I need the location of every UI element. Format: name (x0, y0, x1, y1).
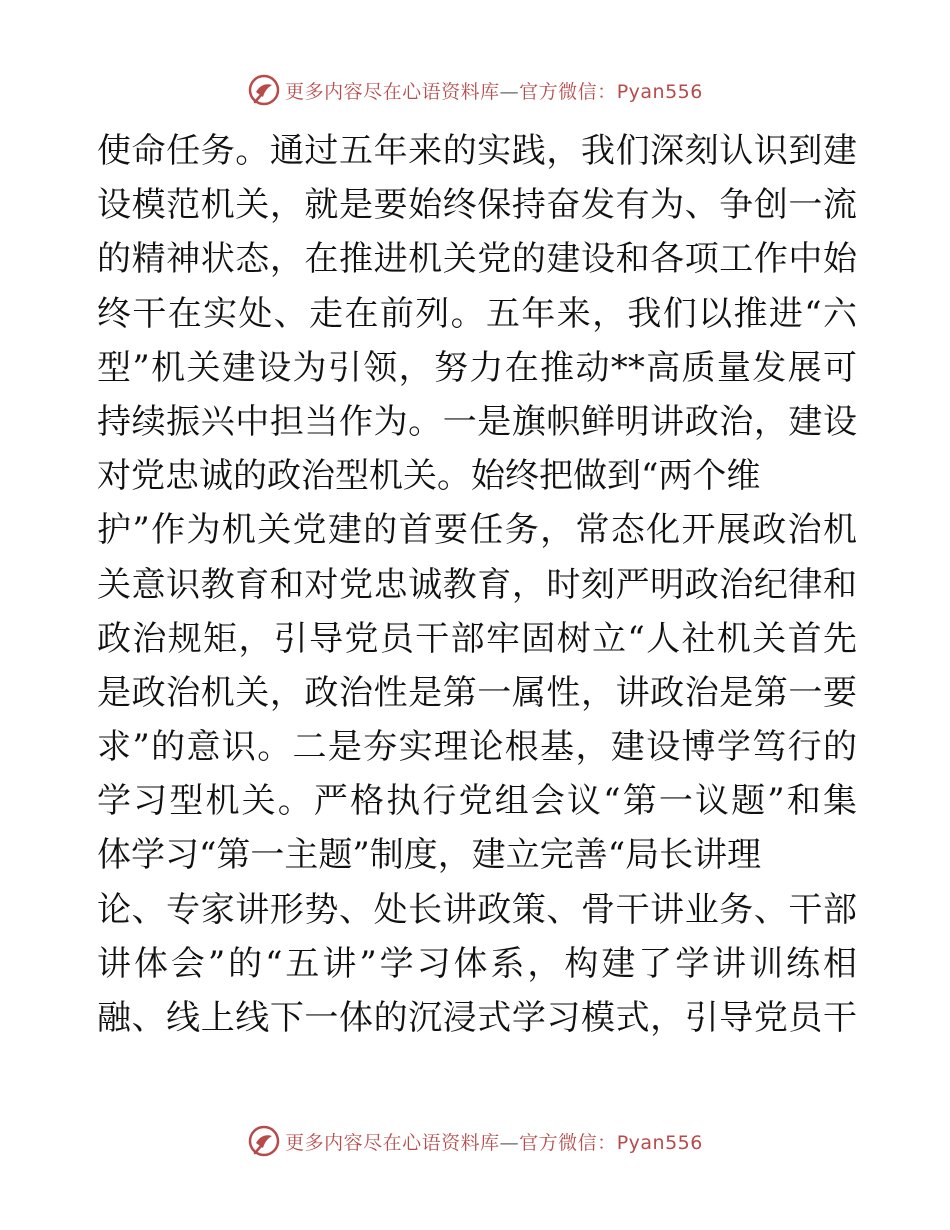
text-line: 使命任务。通过五年来的实践，我们深刻认识到建 (97, 131, 857, 171)
header-watermark (0, 70, 950, 110)
text-line: 讲体会”的“五讲”学习体系，构建了学讲训练相 (97, 943, 857, 984)
text-line: 融、线上线下一体的沉浸式学习模式，引导党员干 (97, 998, 857, 1038)
text-line: 是政治机关，政治性是第一属性，讲政治是第一要 (97, 672, 857, 713)
text-line: 关意识教育和对党忠诚教育，时刻严明政治纪律和 (97, 564, 857, 605)
watermark-brand: 更多内容尽在心语资料库 (285, 80, 500, 103)
text-line: 持续振兴中担当作为。一是旗帜鲜明讲政治，建设 (97, 401, 857, 442)
text-line: 政治规矩，引导党员干部牢固树立“人社机关首先 (97, 618, 857, 659)
text-line: 求”的意识。二是夯实理论根基，建设博学笃行的 (97, 727, 857, 768)
watermark-text (285, 77, 703, 104)
logo-icon (247, 73, 281, 107)
text-line: 体学习“第一主题”制度，建立完善“局长讲理 (97, 835, 762, 876)
watermark-official: 官方微信： (519, 80, 617, 103)
text-line: 型”机关建设为引领，努力在推动**高质量发展可 (97, 347, 857, 388)
text-line: 的精神状态，在推进机关党的建设和各项工作中始 (97, 239, 857, 280)
text-line: 护”作为机关党建的首要任务，常态化开展政治机 (97, 510, 857, 551)
logo-icon (247, 1124, 281, 1158)
text-line: 学习型机关。严格执行党组会议“第一议题”和集 (97, 781, 857, 822)
watermark-text (285, 1128, 703, 1155)
watermark-official: 官方微信： (519, 1131, 617, 1154)
text-line: 对党忠诚的政治型机关。始终把做到“两个维 (97, 456, 761, 497)
watermark-brand: 更多内容尽在心语资料库 (285, 1131, 500, 1154)
watermark-dash: — (499, 80, 520, 103)
watermark-handle: Pyan556 (616, 1131, 703, 1154)
watermark-dash: — (499, 1131, 520, 1154)
text-line: 终干在实处、走在前列。五年来，我们以推进“六 (97, 293, 857, 334)
text-line: 论、专家讲形势、处长讲政策、骨干讲业务、干部 (97, 889, 857, 930)
footer-watermark (0, 1121, 950, 1161)
document-body (97, 124, 857, 1045)
watermark-handle: Pyan556 (616, 80, 703, 103)
text-line: 设模范机关，就是要始终保持奋发有为、争创一流 (97, 185, 857, 226)
